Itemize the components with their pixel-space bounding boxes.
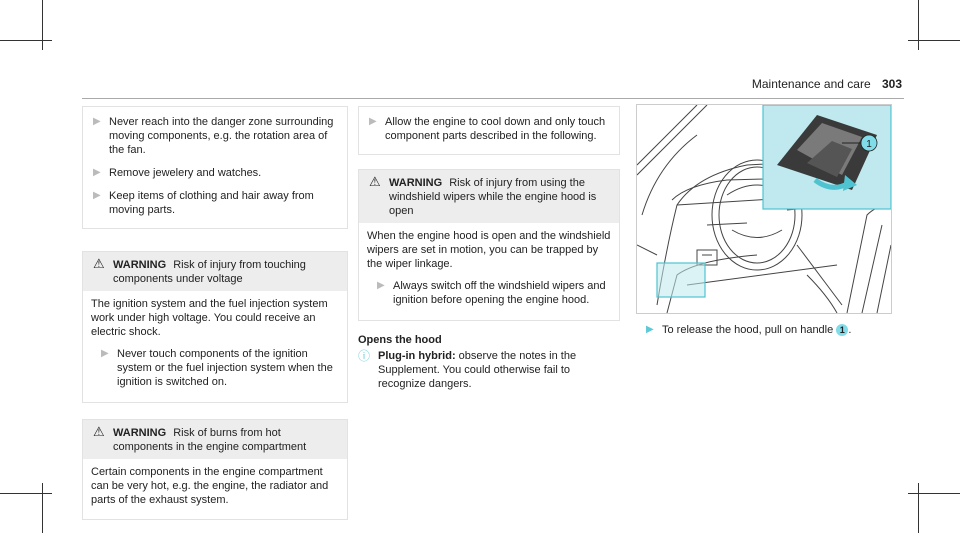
instruction-text: To release the hood, pull on handle: [662, 324, 834, 336]
page-number: 303: [881, 77, 902, 91]
section-title: Maintenance and care: [751, 77, 871, 91]
warning-box: [82, 419, 348, 520]
info-note: [358, 349, 620, 391]
callout-label: 1: [866, 139, 872, 150]
list-item: ▶ Remove jewelery and watches.: [93, 167, 262, 179]
arrow-icon: ▶: [369, 116, 377, 127]
warning-title: Risk of burns from hot components in the engine compartment: [113, 427, 307, 453]
list-item: ▶ Keep items of clothing and hair away from moving parts.: [93, 190, 314, 216]
warning-header: [359, 170, 619, 223]
warning-label: WARNING: [113, 259, 167, 271]
arrow-icon: ▶: [93, 190, 101, 201]
warning-label: WARNING: [113, 427, 167, 439]
warning-header: [83, 252, 347, 291]
crop-mark: [0, 493, 52, 494]
warning-text: The ignition system and the fuel injection system work under high voltage. You could receive an electric shock.: [91, 298, 328, 338]
arrow-icon: ▶: [93, 116, 101, 127]
column-3: [636, 323, 896, 346]
arrow-icon: ▶: [646, 324, 654, 335]
note-text: observe the notes in the Supplement. You could otherwise fail to recognize dangers.: [378, 350, 577, 390]
info-icon: ⓘ: [358, 349, 371, 363]
callout-badge: 1: [836, 324, 848, 336]
section-heading: Opens the hood: [358, 334, 442, 346]
page-header: [752, 77, 902, 91]
highlight-box: [657, 263, 705, 297]
warning-title: Risk of injury from touching components under voltage: [113, 259, 306, 285]
warning-box: [358, 169, 620, 321]
warning-title: Risk of injury from using the windshield wipers while the engine hood is open: [389, 177, 597, 217]
list-item: ▶ Allow the engine to cool down and only touch component parts described in the following.: [369, 116, 606, 142]
warning-text: Certain components in the engine compartment can be very hot, e.g. the engine, the radiator and parts of the exhaust system.: [91, 466, 329, 506]
crop-mark: [918, 0, 919, 50]
warning-icon: ⚠: [369, 174, 381, 189]
list-item: ▶ To release the hood, pull on handle 1 .: [646, 324, 852, 336]
warning-icon: ⚠: [93, 424, 105, 439]
arrow-icon: ▶: [93, 167, 101, 178]
bullet-box: [82, 106, 348, 229]
warning-box: [82, 251, 348, 403]
warning-header: [83, 420, 347, 459]
warning-icon: ⚠: [93, 256, 105, 271]
crop-mark: [0, 40, 52, 41]
crop-mark: [42, 0, 43, 50]
bullet-box: [358, 106, 620, 155]
warning-body: [359, 223, 619, 320]
list-item: ▶ Never touch components of the ignition system or the fuel injection system when the ignition is switched on.: [101, 348, 333, 388]
header-rule: [82, 98, 904, 99]
column-1: [82, 106, 348, 536]
hood-release-figure: [636, 104, 892, 314]
arrow-icon: ▶: [377, 280, 385, 291]
note-label: Plug-in hybrid:: [378, 350, 456, 362]
warning-body: [83, 291, 347, 402]
crop-mark: [908, 40, 960, 41]
warning-text: When the engine hood is open and the windshield wipers are set in motion, you can be trapped by the wiper linkage.: [367, 230, 611, 270]
crop-mark: [908, 493, 960, 494]
list-item: ▶ Never reach into the danger zone surrounding moving components, e.g. the rotation area of the fan.: [93, 116, 334, 156]
car-interior-illustration: [637, 105, 891, 313]
crop-mark: [42, 483, 43, 533]
column-2: [358, 106, 620, 391]
warning-label: WARNING: [389, 177, 443, 189]
list-item: ▶ Always switch off the windshield wipers and ignition before opening the engine hood.: [377, 280, 606, 306]
warning-body: [83, 459, 347, 519]
arrow-icon: ▶: [101, 348, 109, 359]
crop-mark: [918, 483, 919, 533]
